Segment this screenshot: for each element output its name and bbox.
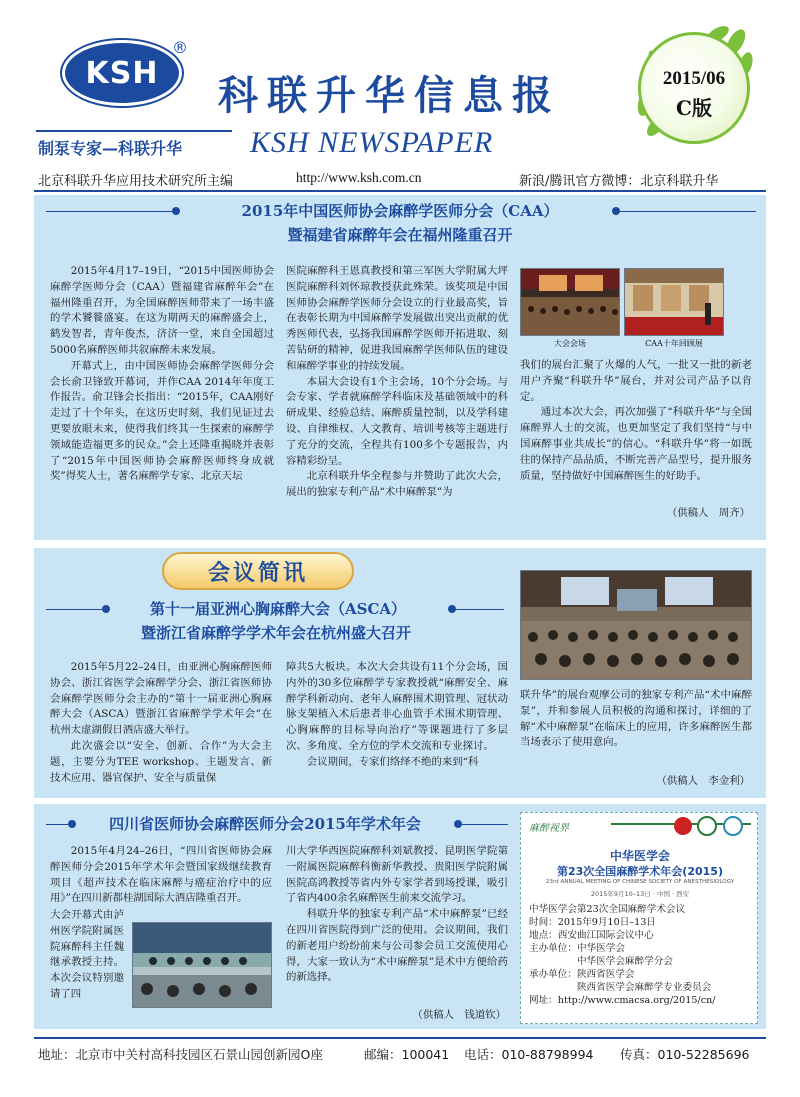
photo-caption: 大会会场 bbox=[554, 339, 586, 348]
article3-column-2 bbox=[286, 844, 508, 986]
photo-caption: CAA十年回顾展 bbox=[645, 339, 703, 348]
ad-detail-line: 承办单位：陕西省医学会 bbox=[529, 969, 635, 980]
editor-credit: 北京科联升华应用技术研究所主编 bbox=[38, 174, 234, 189]
photo-conference-hall bbox=[520, 268, 620, 336]
bullet-dot-icon bbox=[68, 820, 76, 828]
sichuan-meeting-image bbox=[133, 923, 272, 1008]
ksh-logo bbox=[62, 40, 182, 106]
article1-column-3 bbox=[520, 358, 752, 484]
headline-rule bbox=[456, 609, 504, 610]
paragraph: 2015年4月24–26日，“四川省医师协会麻醉医师分会2015年学术年会暨国家级继续教育项目《超声技术在临床麻醉与癌症治疗中的应用》”在四川新都桂湖国际大酒店隆重召开。 bbox=[50, 845, 272, 905]
paragraph: 科联升华的独家专利产品“术中麻醉泵”已经在四川省医院得到广泛的使用。会议期间，我们的新老用户纷纷前来与公司参会员工交流使用心得，大家一致认为“术中麻醉泵”是术中方便给药的新选择。 bbox=[286, 908, 508, 984]
ad-title-1: 中华医学会 bbox=[609, 849, 670, 863]
article3-column-1-wrap bbox=[50, 908, 124, 1003]
footer-address: 地址：北京市中关村高科技园区石景山园创新园O座 bbox=[38, 1047, 323, 1062]
registered-mark: ® bbox=[172, 38, 188, 57]
exhibition-image bbox=[625, 269, 724, 336]
headline-rule bbox=[46, 824, 68, 825]
headline-rule bbox=[46, 609, 102, 610]
issue-edition: C版 bbox=[676, 96, 712, 120]
paragraph: 我们的展台汇聚了火爆的人气，一批又一批的新老用户齐聚“科联升华”展台，并对公司产品予以肯定。 bbox=[520, 359, 752, 403]
photo-exhibition bbox=[624, 268, 724, 336]
article1-column-1 bbox=[50, 264, 274, 485]
section-banner-label: 会议简讯 bbox=[207, 559, 308, 586]
photo-sichuan-meeting bbox=[132, 922, 272, 1008]
paragraph: 开幕式上，由中国医师协会麻醉学医师分会会长俞卫锋致开幕词，并作CAA 2014年年度工作报告。俞卫锋会长指出：“2015年，CAA刚好走过了十个年头，在这历史时刻，我们见证过去更要放眼未来，使得我们终其一生探索的麻醉学领域能造福更多的民众。”会上还隆重揭晓并表彰了“2015年中国医师协会麻醉医师终身成就奖”得奖人士，著名麻醉学专家、北京天坛 bbox=[50, 359, 274, 483]
slogan: 制泵专家—科联升华 bbox=[38, 139, 183, 158]
footer-phone: 电话：010-88798994 bbox=[464, 1047, 594, 1062]
masthead-rule bbox=[34, 190, 766, 192]
ad-brand: 麻醉视界 bbox=[529, 823, 569, 834]
conference-hall-image bbox=[521, 269, 620, 336]
slogan-divider bbox=[36, 130, 232, 132]
ad-date-en: 2015年9月10–13日 · 中国 · 西安 bbox=[590, 890, 690, 898]
paragraph: 此次盛会以“安全、创新、合作”为大会主题，主要分为TEE workshop、主题发言、新技术应用、器官保护、安全与质量保 bbox=[50, 739, 272, 784]
headline-rule bbox=[462, 824, 508, 825]
article2-column-2 bbox=[286, 660, 508, 771]
issue-date: 2015/06 bbox=[662, 68, 726, 89]
ad-detail-line: 主办单位：中华医学会 bbox=[529, 943, 625, 954]
headline-rule bbox=[46, 211, 172, 212]
paragraph: 障共5大板块。本次大会共设有11个分会场，国内外的30多位麻醉学专家教授就“麻醉安全、麻醉学科新动向、老年人麻醉围术期管理、冠状动脉支架植入术后患者非心血管手术围术期管理、心胸麻醉的目标导向治疗”等课题进行了多层次、多角度、全方位的学术交流和专业探讨。 bbox=[286, 661, 508, 752]
footer-rule bbox=[34, 1037, 766, 1039]
footer-fax: 传真：010-52285696 bbox=[620, 1047, 750, 1062]
byline: （供稿人 李金利） bbox=[656, 775, 750, 787]
article1-column-2 bbox=[286, 264, 508, 501]
ad-detail-line: 中华医学会第23次全国麻醉学术会议 bbox=[529, 904, 686, 915]
paragraph: 北京科联升华全程参与并赞助了此次大会，展出的独家专利产品“术中麻醉泵”为 bbox=[286, 470, 508, 499]
article3-headline: 四川省医师协会麻醉医师分会2015年学术年会 bbox=[109, 815, 421, 833]
paragraph: 大会开幕式由泸州医学院附属医院麻醉科主任魏继承教授主持。本次会议特别邀请了四 bbox=[50, 909, 124, 1000]
footer-postcode: 邮编：100041 bbox=[364, 1047, 450, 1062]
website-link[interactable]: http://www.ksh.com.cn bbox=[296, 170, 422, 185]
article3-column-1-top bbox=[50, 844, 272, 907]
logo-text: KSH bbox=[85, 55, 159, 91]
newspaper-subtitle: KSH NEWSPAPER bbox=[250, 126, 494, 159]
csa-meeting-ad bbox=[520, 812, 758, 1024]
ad-title-en: 23rd ANNUAL MEETING OF CHINESE SOCIETY OF ANESTHESIOLOGY bbox=[545, 879, 735, 885]
paragraph: 2015年4月17–19日，“2015中国医师协会麻醉学医师分会（CAA）暨福建省麻醉年会”在福州隆重召开，为全国麻醉医师带来了一场丰盛的学术饕餮盛宴。在这为期两天的麻醉盛会上，鹤发智者，青年俊杰，济济一堂，来自全国超过5000名麻醉医师共叙麻醉未来发展。 bbox=[50, 265, 274, 356]
ad-title-2: 第23次全国麻醉学术年会(2015) bbox=[557, 865, 723, 878]
sponsor-logos-icon bbox=[671, 815, 755, 837]
article1-headline-1: 2015年中国医师协会麻醉学医师分会（CAA） bbox=[241, 202, 559, 220]
article2-column-1 bbox=[50, 660, 272, 786]
byline: （供稿人 周齐） bbox=[666, 507, 750, 519]
paragraph: 本届大会设有1个主会场，10个分会场。与会专家、学者就麻醉学科临床及基础领域中的科研成果、经验总结、麻醉质量控制，以及学科建设、自律维权、人文教育、培训考核等主题进行了充分的交流，全程共有100多个专题报告，内容精彩纷呈。 bbox=[286, 375, 508, 467]
section-banner bbox=[162, 552, 354, 590]
meeting-hall-image bbox=[521, 571, 752, 680]
paragraph: 通过本次大会，再次加强了“科联升华”与全国麻醉界人士的交流，也更加坚定了我们坚持“与中国麻醉事业共成长”的信心。“科联升华”将一如既往的保持产品品质，不断完善产品型号，提升服务质量，坚持做好中国麻醉医生的好助手。 bbox=[520, 406, 752, 482]
paragraph: 联升华”的展台观摩公司的独家专利产品“术中麻醉泵”，并和参展人员积极的沟通和探讨，详细的了解“术中麻醉泵”在临床上的应用，许多麻醉医生都当场表示了使用意向。 bbox=[520, 689, 752, 749]
article1-headline-2: 暨福建省麻醉年会在福州隆重召开 bbox=[287, 226, 513, 244]
paragraph: 2015年5月22–24日，由亚洲心胸麻醉医师协会、浙江省医学会麻醉学分会、浙江省医师协会麻醉学医师分会主办的“第十一届亚洲心胸麻醉大会（ASCA）暨浙江省麻醉学学术年会”在杭州太虚湖假日酒店盛大举行。 bbox=[50, 661, 272, 737]
ad-url[interactable]: 网址：http://www.cmacsa.org/2015/cn/ bbox=[529, 995, 716, 1006]
article2-headline-1: 第十一届亚洲心胸麻醉大会（ASCA） bbox=[149, 600, 407, 618]
article2-column-3 bbox=[520, 688, 752, 751]
byline: （供稿人 钱道钦） bbox=[412, 1009, 506, 1021]
weibo-handle: 新浪/腾讯官方微博：北京科联升华 bbox=[519, 174, 719, 189]
paragraph: 医院麻醉科王恩真教授和第三军医大学附属大坪医院麻醉科刘怀琼教授获此殊荣。该奖项是中国医师协会麻醉学医师分会设立的行业最高奖，旨在表彰长期为中国麻醉学发展做出突出贡献的优秀医师代表，弘扬我国麻醉学医师开拓进取、刻苦钻研的精神，促进我国麻醉学医师队伍的建设和麻醉学事业的持续发展。 bbox=[286, 265, 508, 372]
ad-detail-line: 陕西省医学会麻醉学专业委员会 bbox=[529, 982, 712, 993]
article2-headline-2: 暨浙江省麻醉学学术年会在杭州盛大召开 bbox=[140, 624, 411, 642]
ad-detail-line: 中华医学会麻醉学分会 bbox=[529, 956, 673, 967]
ad-details bbox=[529, 903, 753, 1007]
bullet-dot-icon bbox=[454, 820, 462, 828]
newspaper-title: 科联升华信息报 bbox=[218, 72, 561, 119]
headline-rule bbox=[620, 211, 756, 212]
ad-detail-line: 地点：西安曲江国际会议中心 bbox=[529, 930, 654, 941]
paragraph: 会议期间，专家们络绎不绝的来到“科 bbox=[306, 755, 479, 768]
ad-detail-line: 时间：2015年9月10日–13日 bbox=[529, 917, 656, 928]
paragraph: 川大学华西医院麻醉科刘斌教授、昆明医学院第一附属医院麻醉科衡新华教授、贵阳医学院附属医院高鸿教授等省内外专家学者到场授课，吸引了省内400余名麻醉医生前来交流学习。 bbox=[286, 845, 508, 905]
photo-asca-meeting bbox=[520, 570, 752, 680]
